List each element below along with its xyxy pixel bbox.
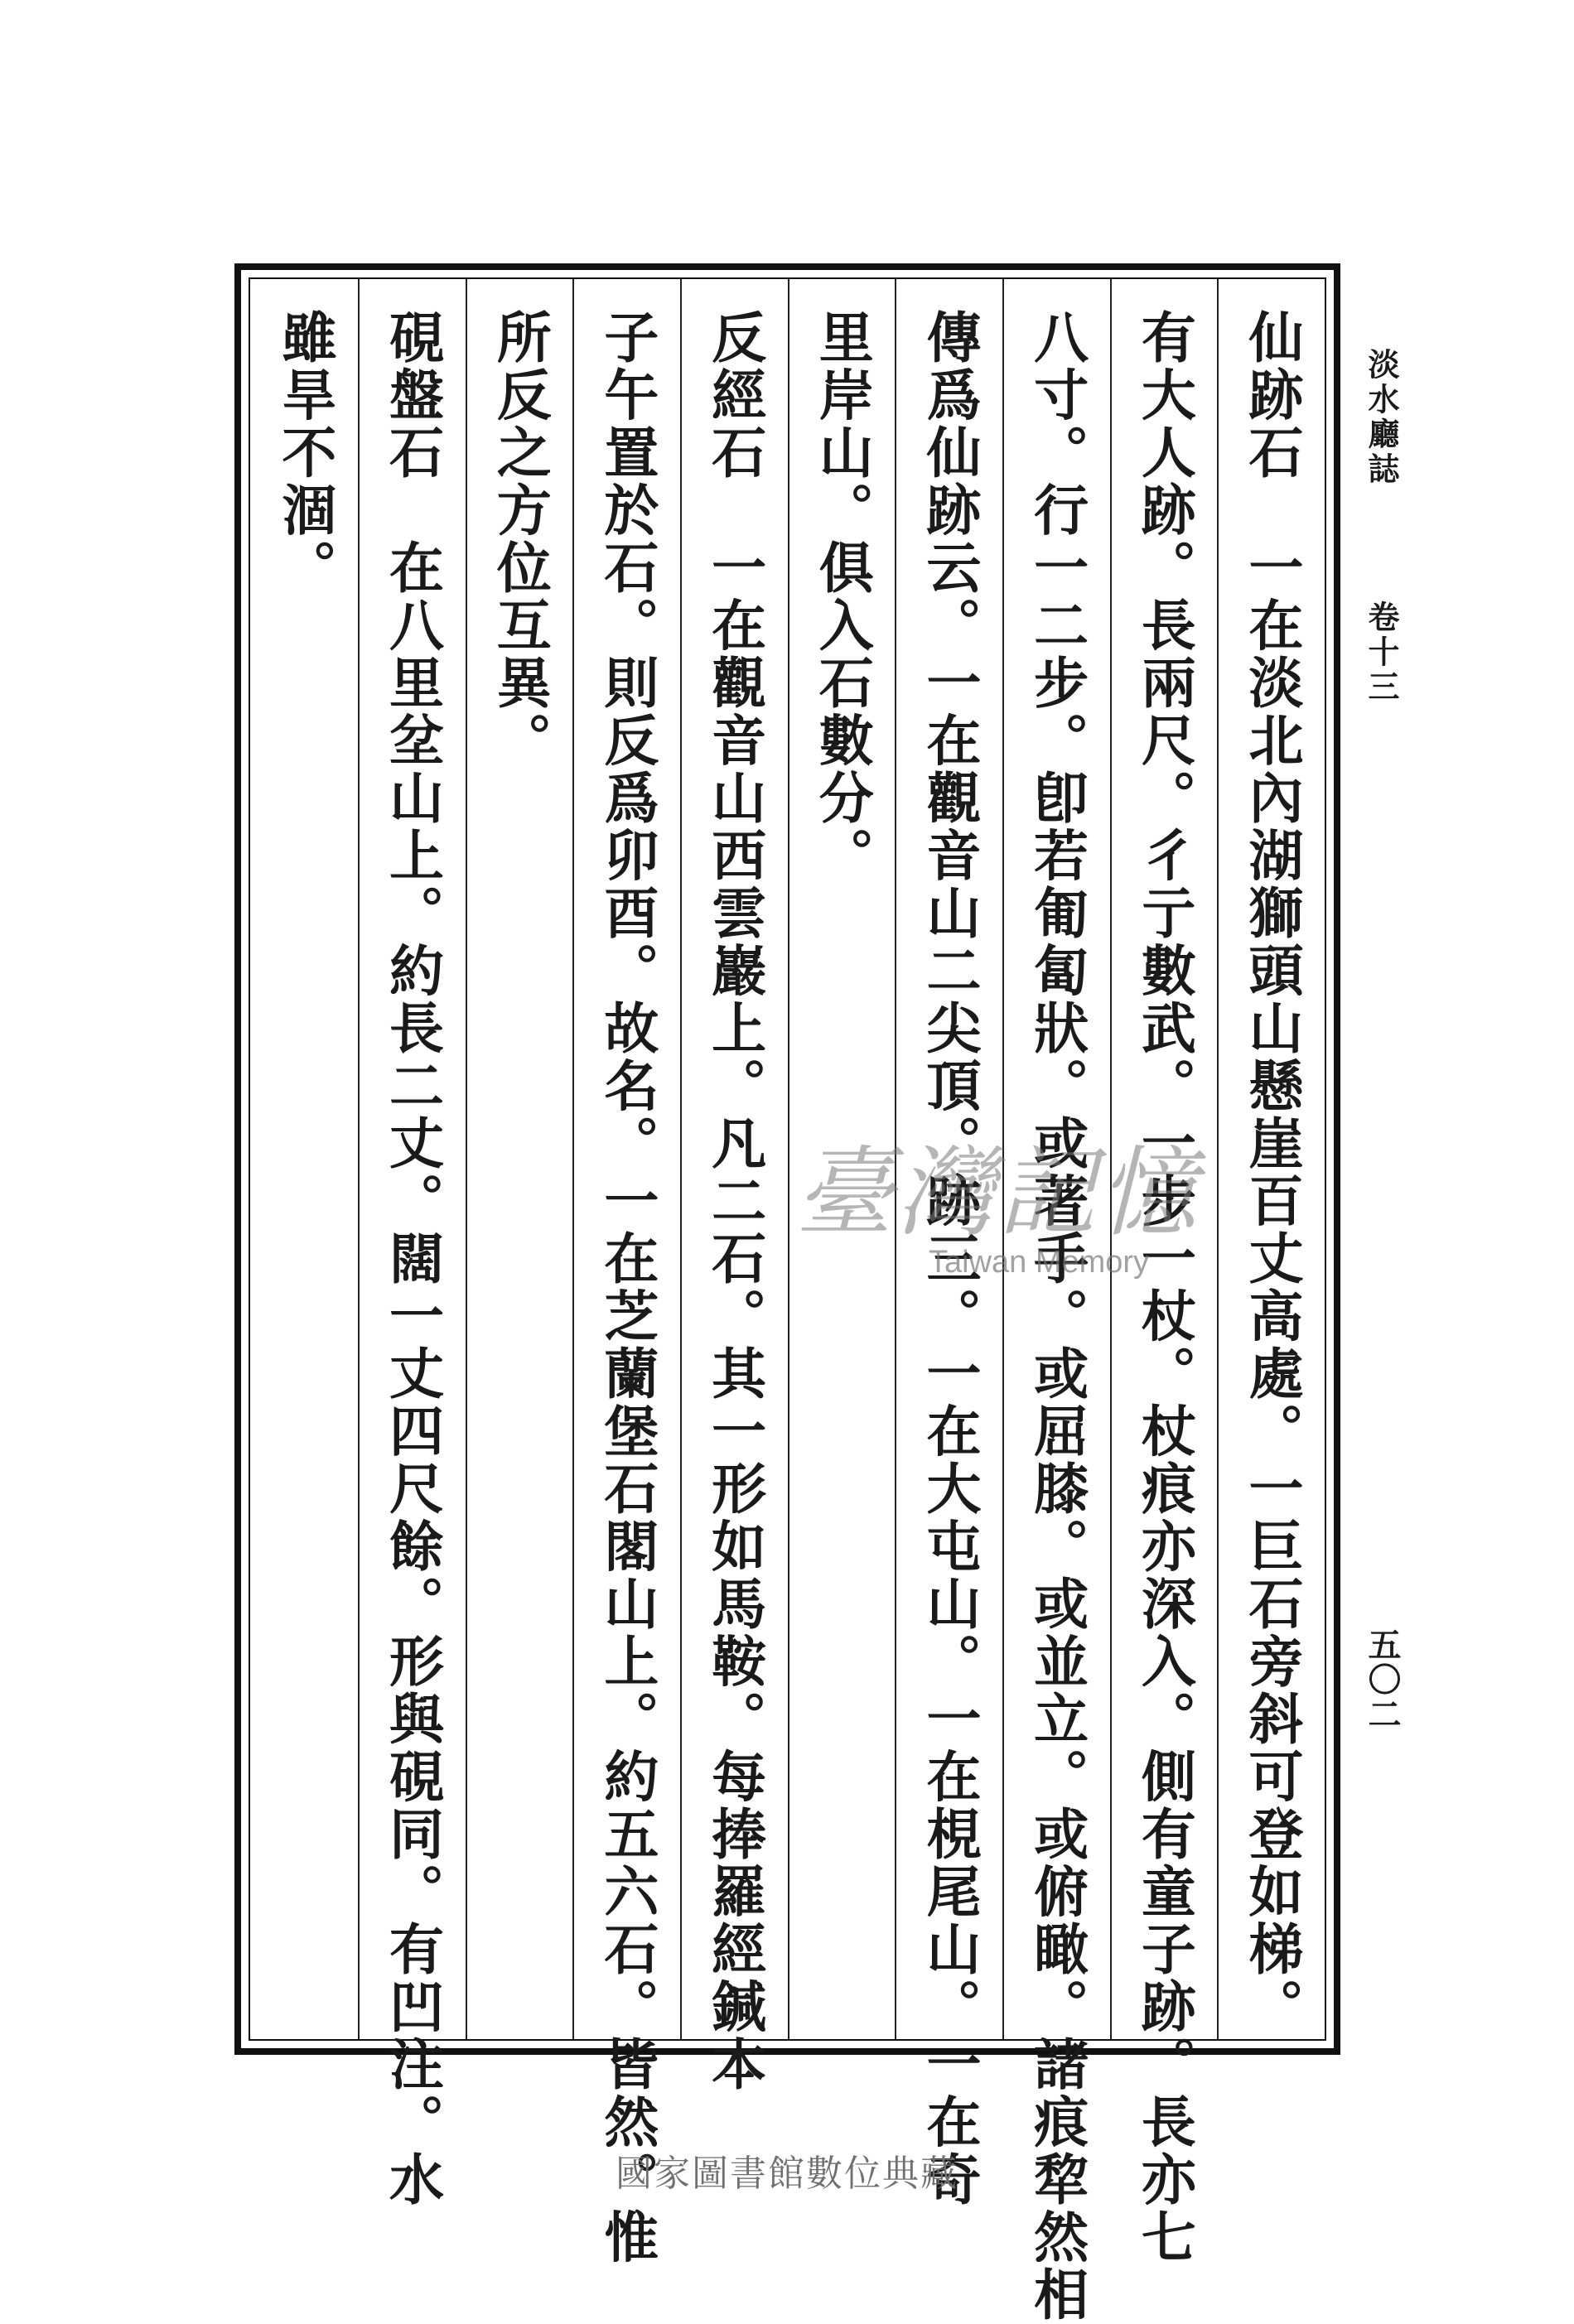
column-text: 有大人跡。長兩尺。彳亍數武。一步一杖。杖痕亦深入。側有童子跡。長亦七 — [1132, 309, 1197, 2266]
column-text: 所反之方位互異。 — [487, 309, 553, 769]
book-title: 淡水廳誌 — [1363, 348, 1400, 487]
volume-label: 卷十三 — [1363, 600, 1400, 705]
margin-notes — [1359, 298, 1408, 2037]
column-text: 傳爲仙跡云。一在觀音山二尖頂。跡三。一在大屯山。一在梘尾山。一在奇 — [916, 309, 982, 2209]
text-column — [250, 279, 358, 2039]
footer-archive-label: 國家圖書館數位典藏 — [616, 2153, 958, 2195]
text-column — [1002, 279, 1110, 2324]
column-text: 八寸。行一二步。卽若匍匐狀。或著手。或屈膝。或並立。或俯瞰。諸痕犂然相 — [1024, 309, 1089, 2324]
watermark-chinese: 臺灣記憶 — [795, 1135, 1200, 1250]
column-text: 雖旱不涸。 — [272, 309, 337, 597]
column-text: 里岸山。俱入石數分。 — [809, 309, 875, 885]
column-text: 子午置於石。則反爲卯酉。故名。一在芝蘭堡石閣山上。約五六石。皆然。惟 — [594, 309, 659, 2266]
text-column — [1110, 279, 1218, 2266]
text-column — [788, 279, 896, 2039]
text-column — [895, 279, 1002, 2209]
column-text: 仙跡石 一在淡北內湖獅頭山懸崖百丈高處。一巨石旁斜可登如梯。 — [1239, 309, 1304, 2036]
text-column — [680, 279, 788, 2094]
text-column — [1217, 279, 1325, 2039]
page-number: 五〇二 — [1363, 1627, 1402, 1732]
text-column — [358, 279, 466, 2209]
watermark-english: Taiwan Memory — [928, 1245, 1150, 1280]
text-column — [466, 279, 573, 2039]
text-column — [572, 279, 680, 2266]
column-text: 硯盤石 在八里坌山上。約長二丈。闊一丈四尺餘。形與硯同。有凹注。水 — [379, 309, 445, 2209]
column-text: 反經石 一在觀音山西雲巖上。凡二石。其一形如馬鞍。每捧羅經鍼本 — [702, 309, 767, 2094]
